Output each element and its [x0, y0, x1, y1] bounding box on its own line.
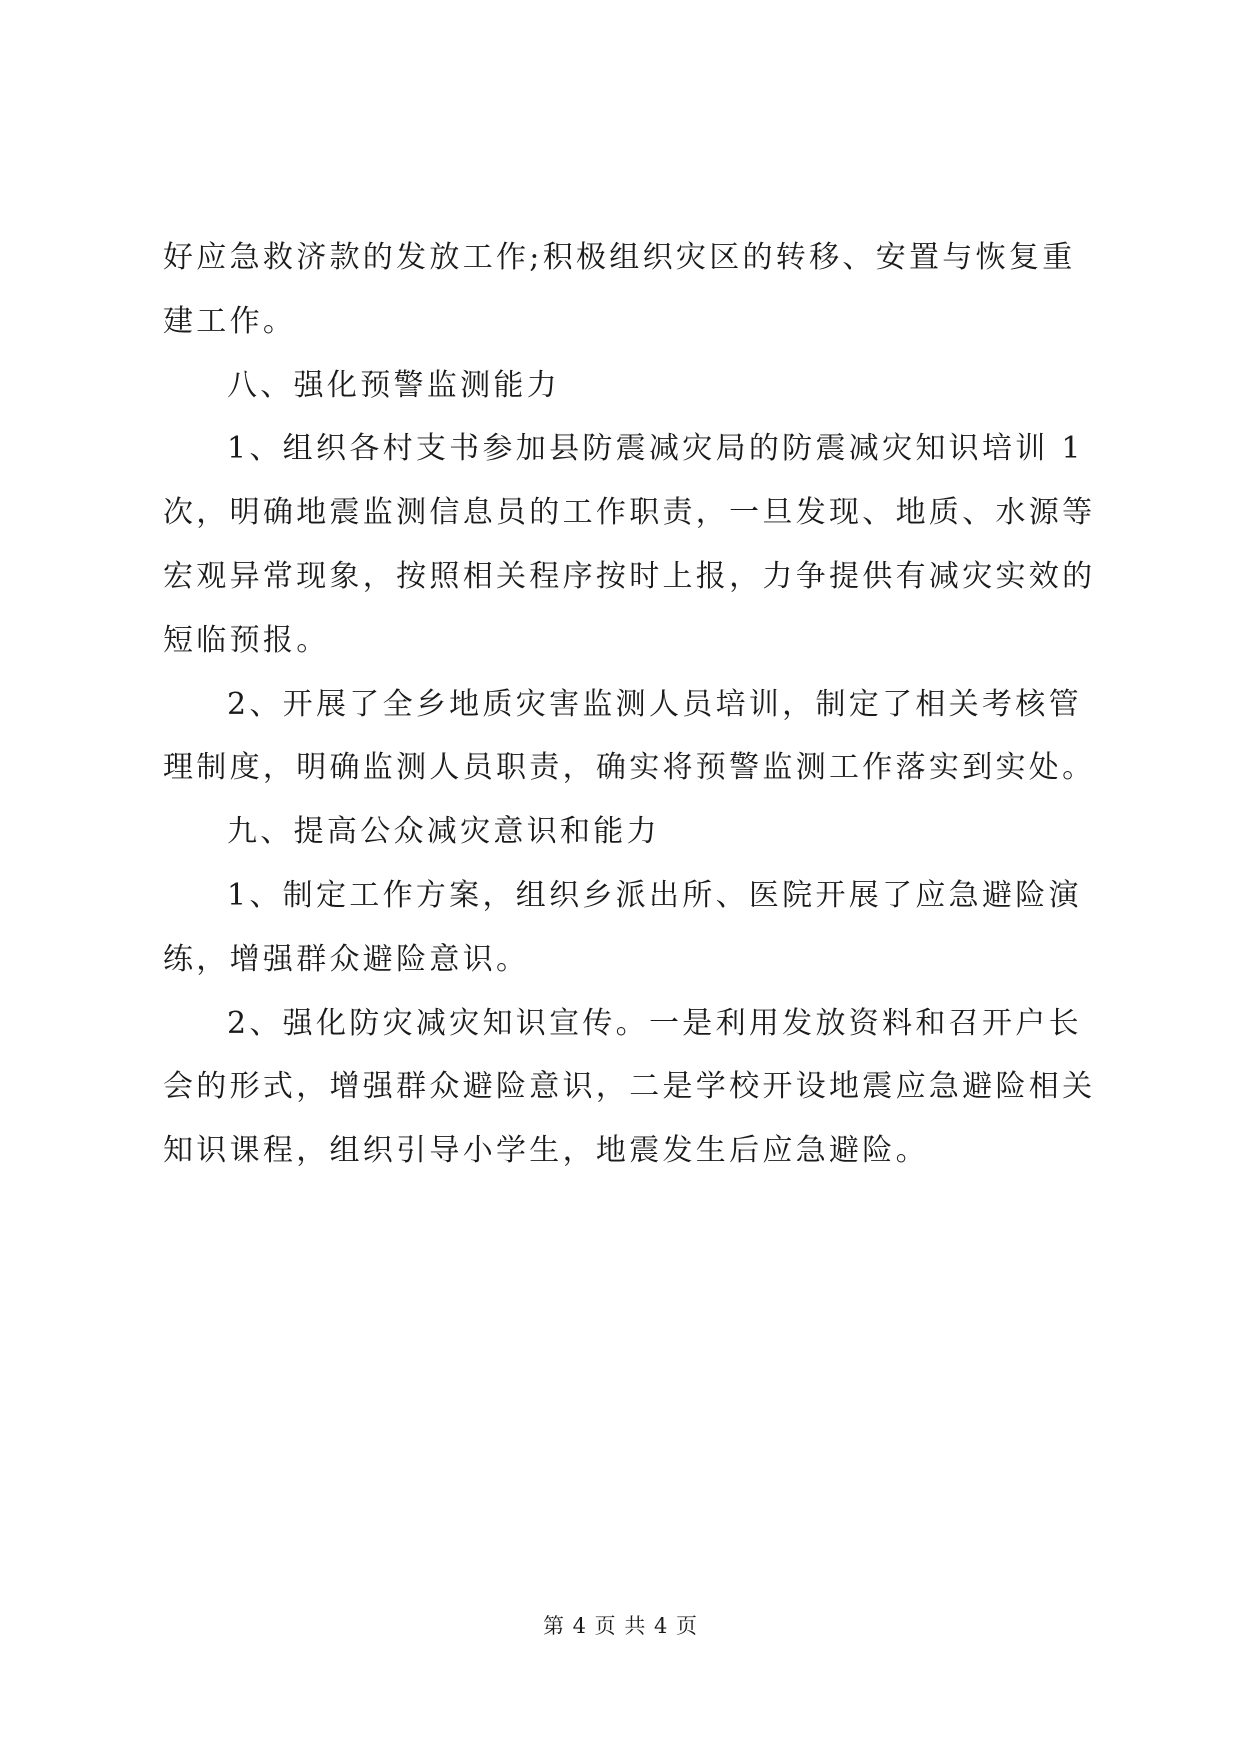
text-line: 短临预报。 — [163, 622, 330, 658]
text-line: 练，增强群众避险意识。 — [163, 941, 530, 977]
text-line: 建工作。 — [163, 303, 297, 339]
document-body — [163, 226, 1096, 1183]
text-line: 会的形式，增强群众避险意识，二是学校开设地震应急避险相关 — [163, 1069, 1096, 1105]
text-line: 1、制定工作方案，组织乡派出所、医院开展了应急避险演 — [227, 877, 1082, 913]
text-line: 次，明确地震监测信息员的工作职责，一旦发现、地质、水源等 — [163, 495, 1096, 531]
text-line: 1、组织各村支书参加县防震减灾局的防震减灾知识培训 1 — [227, 431, 1084, 467]
section-heading: 八、强化预警监测能力 — [227, 367, 560, 403]
text-line: 知识课程，组织引导小学生，地震发生后应急避险。 — [163, 1133, 929, 1169]
text-line: 2、强化防灾减灾知识宣传。一是利用发放资料和召开户长 — [227, 1005, 1082, 1041]
text-line: 2、开展了全乡地质灾害监测人员培训，制定了相关考核管 — [227, 686, 1082, 722]
section-heading: 九、提高公众减灾意识和能力 — [227, 814, 660, 850]
page-number-footer: 第 4 页 共 4 页 — [542, 1614, 699, 1638]
text-line: 理制度，明确监测人员职责，确实将预警监测工作落实到实处。 — [163, 750, 1096, 786]
text-line: 好应急救济款的发放工作;积极组织灾区的转移、安置与恢复重 — [163, 240, 1076, 275]
text-line: 宏观异常现象，按照相关程序按时上报，力争提供有减灾实效的 — [163, 558, 1096, 594]
